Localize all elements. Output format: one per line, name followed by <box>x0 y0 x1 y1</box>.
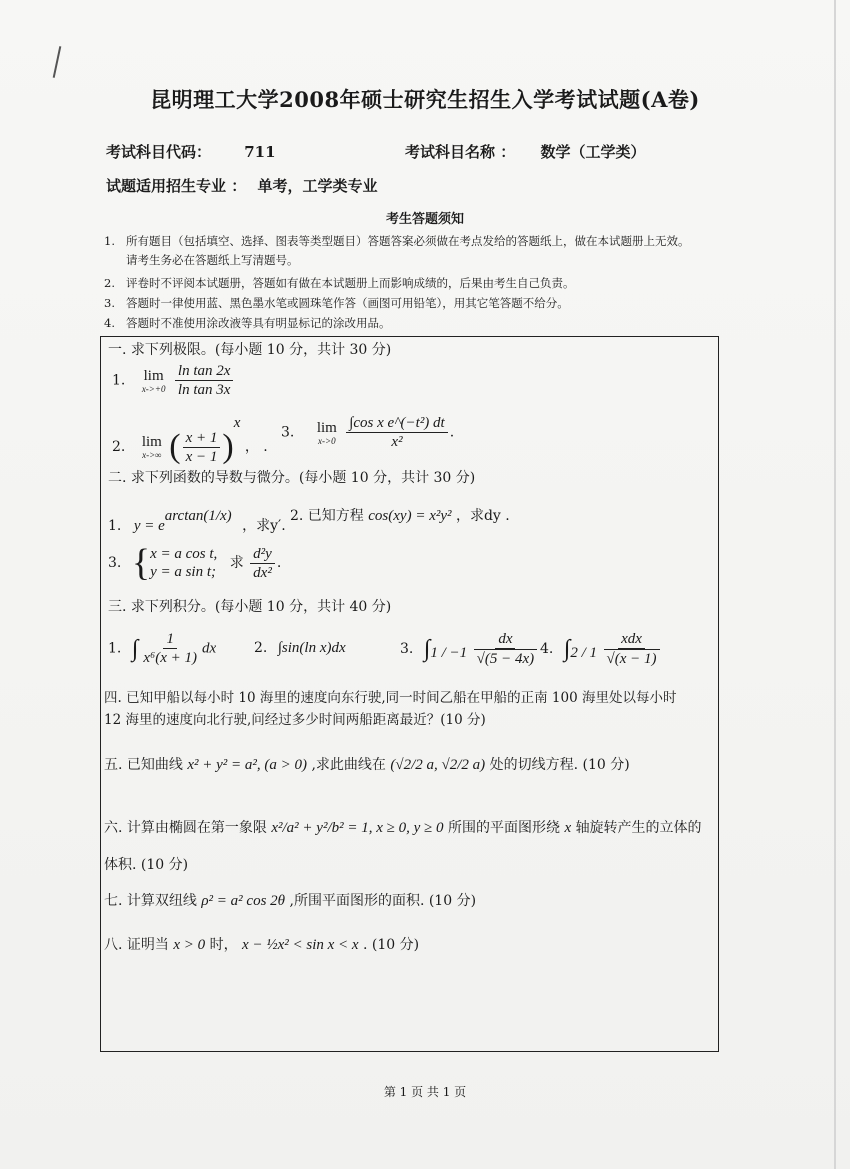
numerator: xdx <box>618 630 645 649</box>
punctuation: . <box>276 555 282 571</box>
question-number: 1. <box>108 518 122 534</box>
section-7 <box>104 892 476 910</box>
section-5 <box>104 756 630 774</box>
denominator: dx² <box>253 564 272 581</box>
integral-limits: 1 / −1 <box>430 644 468 661</box>
differential: dx <box>202 640 217 657</box>
question-text: 七. 计算双纽线 <box>104 893 197 909</box>
numerator: d²y <box>250 545 275 564</box>
formula: ∫sin(ln x)dx <box>277 640 346 656</box>
major <box>106 175 377 196</box>
question-text: ,所围平面图形的面积. (10 分) <box>289 893 477 909</box>
question-number: 2. <box>254 640 268 656</box>
derivative-question-3: 3. { x = a cos t, y = a sin t; 求 $\frac{\text{d²y}}{\text{dx²}}$ . <box>108 542 282 584</box>
lim-subscript: x->+0 <box>141 383 166 394</box>
integral-question-2 <box>254 639 346 657</box>
fraction <box>474 630 538 668</box>
exponent: arctan(1/x) <box>164 508 232 524</box>
question-number: 4. <box>540 641 554 657</box>
notice-number: 2. <box>104 276 115 290</box>
question-number: 3. <box>281 424 295 441</box>
major-value: 单考，工学类专业 <box>257 177 378 195</box>
question-text: 八. 证明当 <box>104 937 169 953</box>
exam-title: 昆明理工大学2008年硕士研究生招生入学考试试题(A卷) <box>150 87 700 112</box>
question-number: 3. <box>400 641 414 657</box>
denominator: √(5 − 4x) <box>474 649 538 668</box>
fraction <box>604 630 660 668</box>
denominator: √(x − 1) <box>604 649 660 668</box>
punctuation: ， . <box>244 439 268 455</box>
page-edge <box>834 0 836 1169</box>
question-text: ，求y′. <box>242 518 286 534</box>
question-text: 2. 已知方程 <box>290 508 364 524</box>
question-text: ,求此曲线在 <box>311 757 386 773</box>
formula: x <box>564 820 572 836</box>
fraction <box>175 362 234 399</box>
lim-text: lim <box>143 367 164 384</box>
formula: x²/a² + y²/b² = 1, x ≥ 0, y ≥ 0 <box>271 820 444 836</box>
denominator: x − 1 <box>185 448 218 465</box>
formula: (√2/2 a, √2/2 a) <box>390 757 486 773</box>
notice-item <box>104 232 754 270</box>
fraction <box>346 414 447 451</box>
fraction <box>183 429 221 466</box>
subject-code-value: 711 <box>244 143 276 161</box>
notice-item <box>104 294 754 313</box>
denominator: ln tan 3x <box>177 382 231 398</box>
section-2-heading: 二. 求下列函数的导数与微分。(每小题 10 分，共计 30 分) <box>108 470 476 486</box>
integral-question-1: 1. ∫ $\frac{1}{\text{x⁶(x + 1)}}$ dx <box>108 631 217 666</box>
notice-item <box>104 274 754 293</box>
question-number: 1. <box>112 372 126 389</box>
numerator: x + 1 <box>183 429 221 448</box>
question-text: ，求dy . <box>455 508 510 524</box>
formula: cos(xy) = x²y² <box>368 508 452 524</box>
lim-operator <box>142 368 166 394</box>
lim-text: lim <box>141 434 162 450</box>
formula: y = e <box>133 518 165 534</box>
notice-text: 答题时不准使用涂改液等具有明显标记的涂改用品。 <box>126 316 391 330</box>
fraction <box>250 545 275 582</box>
section-4-line-1: 四. 已知甲船以每小时 10 海里的速度向东行驶,同一时间乙船在甲船的正南 100 海里处以每小时 <box>104 690 677 706</box>
denominator: x² <box>391 434 403 450</box>
formula: x − ½x² < sin x < x <box>242 937 359 953</box>
notice-text: 所有题目（包括填空、选择、图表等类型题目）答题答案必须做在考点发给的答题纸上，做在本试题册上无效。 <box>126 234 690 248</box>
section-1-heading: 一. 求下列极限。(每小题 10 分，共计 30 分) <box>108 342 392 358</box>
question-text: 求 <box>229 555 244 571</box>
question-text: 五. 已知曲线 <box>104 757 183 773</box>
question-text: . (10 分) <box>363 937 420 953</box>
limit-question-2: 2. lim x->∞ ( $\frac{x + 1}{x - 1}$ )$^x$ ， . <box>112 415 268 465</box>
exponent: x <box>233 415 241 431</box>
equation-line: x = a cos t, <box>150 546 218 562</box>
notice-number: 3. <box>104 296 115 310</box>
limit-question-1 <box>112 362 235 399</box>
subject-code <box>106 141 276 162</box>
equation-line: y = a sin t; <box>150 564 217 580</box>
notice-number: 4. <box>104 316 115 330</box>
numerator: ln tan 2x <box>175 362 234 381</box>
lim-operator <box>142 434 162 460</box>
formula: x² + y² = a², (a > 0) <box>187 757 308 773</box>
question-text: 时， <box>209 937 238 953</box>
question-number: 1. <box>108 640 122 657</box>
question-text: 处的切线方程. (10 分) <box>489 757 630 773</box>
limit-question-3 <box>281 414 454 451</box>
fraction <box>140 630 200 667</box>
lim-operator <box>317 420 337 446</box>
lim-subscript: x->∞ <box>142 450 162 460</box>
formula: x > 0 <box>173 937 206 953</box>
section-3-heading: 三. 求下列积分。(每小题 10 分，共计 40 分) <box>108 599 392 615</box>
numerator: ∫cos x e^(−t²) dt <box>346 414 447 433</box>
denominator: x⁶(x + 1) <box>143 650 198 666</box>
derivative-question-2 <box>290 507 510 525</box>
section-6 <box>104 819 702 837</box>
major-label: 试题适用招生专业 ： <box>106 177 247 195</box>
lim-text: lim <box>316 419 337 436</box>
subject-name <box>405 141 645 162</box>
question-text: 六. 计算由椭圆在第一象限 <box>104 820 267 836</box>
subject-name-value: 数学（工学类） <box>540 143 646 161</box>
subject-code-label: 考试科目代码： <box>106 143 212 161</box>
numerator: dx <box>495 630 515 649</box>
notice-title: 考生答题须知 <box>385 212 464 227</box>
derivative-question-1 <box>108 507 286 535</box>
question-text: 所围的平面图形绕 <box>447 820 560 836</box>
section-6-line-2: 体积. (10 分) <box>104 857 189 873</box>
integral-question-4: 4. $\int_{2 / 1}$ $\frac{\text{xdx}}{√(x - 1)}$ <box>540 630 662 668</box>
formula: ρ² = a² cos 2θ <box>201 893 286 909</box>
pencil-mark <box>53 46 62 78</box>
integral-limits: 2 / 1 <box>570 644 598 661</box>
notice-text: 请考生务必在答题纸上写清题号。 <box>126 253 299 267</box>
question-number: 3. <box>108 555 122 571</box>
integral-question-3: 3. $\int_{1 / -1}$ $\frac{dx}{√(5 - 4x)}$ <box>400 630 539 668</box>
notice-text: 答题时一律使用蓝、黑色墨水笔或圆珠笔作答（画图可用铅笔），用其它笔答题不给分。 <box>126 296 569 310</box>
lim-subscript: x->0 <box>318 435 336 446</box>
punctuation: . <box>449 424 455 441</box>
question-number: 2. <box>112 439 126 455</box>
parametric-system <box>150 545 217 581</box>
numerator: 1 <box>163 630 177 649</box>
notice-item <box>104 314 754 333</box>
notice-number: 1. <box>104 234 115 248</box>
page-footer: 第 1 页 共 1 页 <box>383 1085 467 1099</box>
section-4-line-2: 12 海里的速度向北行驶,问经过多少时间两船距离最近？(10 分) <box>104 712 486 728</box>
subject-name-label: 考试科目名称 ： <box>405 143 516 161</box>
question-text: 轴旋转产生的立体的 <box>575 820 702 836</box>
notice-text: 评卷时不评阅本试题册，答题如有做在本试题册上而影响成绩的，后果由考生自己负责。 <box>126 276 575 290</box>
section-8 <box>104 936 419 954</box>
